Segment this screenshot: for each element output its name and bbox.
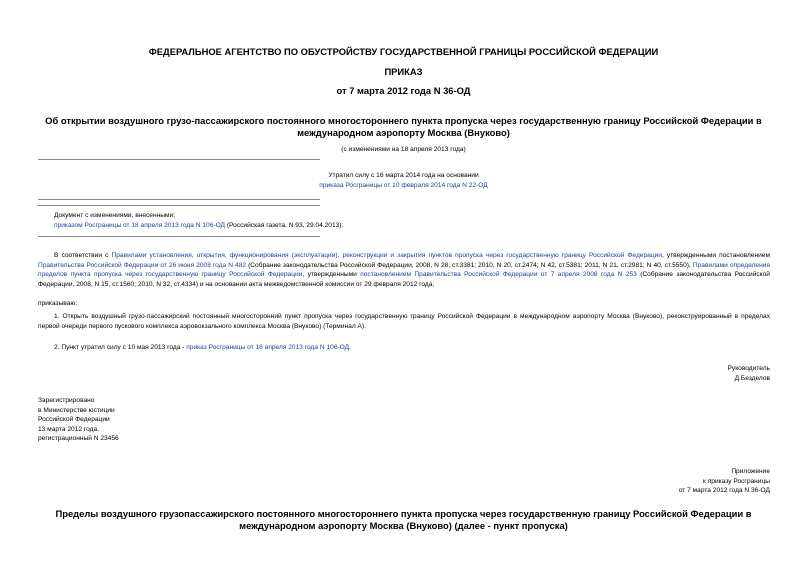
divider <box>38 236 320 237</box>
order-item-2-end: . <box>349 344 351 351</box>
appendix-title-line1: Пределы воздушного грузопассажирского постоянного многостороннего пункта пропуска через государственную границу Российской Федерации в <box>55 508 752 519</box>
preamble-text: , утвержденными постановлением <box>661 252 770 259</box>
appendix-title <box>0 508 807 532</box>
doc-title <box>0 115 807 139</box>
signature-position: Руководитель <box>727 365 770 372</box>
amendments-note: (с изменениями на 18 апреля 2013 года) <box>341 146 466 153</box>
doc-title-line2: международном аэропорту Москва (Внуково) <box>297 127 510 138</box>
agency-heading: ФЕДЕРАЛЬНОЕ АГЕНТСТВО ПО ОБУСТРОЙСТВУ ГОСУДАРСТВЕННОЙ ГРАНИЦЫ РОССИЙСКОЙ ФЕДЕРАЦИИ <box>148 46 659 57</box>
registration-line: 13 марта 2012 года, <box>38 425 99 433</box>
changes-label: Документ с изменениями, внесенными: <box>54 212 176 219</box>
divider <box>38 205 320 206</box>
signature-name: Д.Безделов <box>734 375 770 382</box>
preamble-text: (Собрание законодательства Российской Федерации, 2008, N 28, ст.3381; 2010, N 20, ст.2474; N 42, ст.5381; 2011, N 21, ст.2981; N 40, ст.5550), <box>246 261 693 269</box>
order-item-2 <box>54 343 770 353</box>
preamble-link-gov-253[interactable]: постановлением Правительства Российской Федерации от 7 апреля 2008 года N 253 <box>360 271 637 279</box>
registration-line: в Министерстве юстиции <box>38 406 115 414</box>
preamble-link-rules[interactable]: Правилами установления, открытия, функционирования (эксплуатации), реконструкции и закрытия пунктов пропуска через государственную границу Российской Федерации <box>111 252 662 259</box>
preamble-paragraph <box>38 251 770 289</box>
changes-link[interactable]: приказом Росграницы от 18 апреля 2013 года N 106-ОД <box>54 222 226 229</box>
preamble-link-gov-482[interactable]: Правительства Российской Федерации от 26 июня 2008 года N 482 <box>38 261 247 269</box>
doc-type: ПРИКАЗ <box>384 66 423 77</box>
order-item-2-text: 2. Пункт утратил силу с 10 мая 2013 года - <box>54 344 187 351</box>
expired-status: Утратил силу с 16 марта 2014 года на основании <box>328 172 479 179</box>
doc-date-number: от 7 марта 2012 года N 36-ОД <box>336 85 471 96</box>
doc-title-line1: Об открытии воздушного грузо-пассажирского постоянного многостороннего пункта пропуска через государственную границу Российской Федерации в <box>45 115 762 126</box>
expired-link-line <box>0 181 807 191</box>
registration-line: регистрационный N 23456 <box>38 435 119 443</box>
preamble-text: В соответствии с <box>54 252 112 259</box>
appendix-line: Приложение <box>731 468 770 475</box>
appendix-block <box>500 467 770 496</box>
changes-source: (Российская газета, N 93, 29.04.2013). <box>225 222 344 229</box>
order-item-2-link[interactable]: приказ Росграницы от 18 апреля 2013 года N 106-ОД <box>186 344 350 351</box>
divider <box>38 159 320 160</box>
registration-line: Зарегистрировано <box>38 397 95 404</box>
changes-line <box>54 221 754 231</box>
preamble-text: (Собрание законодательства Российской Федерации, 2008, N 15, ст.1560; 2010, N 32, ст.4334) и на основании акта межведомственной комиссии от 29 февраля 2012 года, <box>38 271 770 288</box>
order-label: приказываю: <box>38 300 78 307</box>
preamble-text: , утвержденными <box>302 271 361 279</box>
divider <box>38 199 320 200</box>
appendix-title-line2: международном аэропорту Москва (Внуково) (далее - пункт пропуска) <box>239 520 568 531</box>
appendix-line: от 7 марта 2012 года N 36-ОД <box>678 487 770 495</box>
registration-block <box>38 396 338 444</box>
order-item-1: 1. Открыть воздушный грузо-пассажирский постоянный многосторонний пункт пропуска через государственную границу Российской Федерации в международном аэропорту Москва (Внуково), реконструированный в пределах первой очереди первого пускового комплекса аэровокзального комплекса Москва (Внуково) (Терминал А). <box>38 313 770 330</box>
registration-line: Российской Федерации <box>38 416 110 424</box>
expired-link[interactable]: приказа Росграницы от 10 февраля 2014 года N 22-ОД <box>319 182 488 189</box>
appendix-line: к приказу Росграницы <box>703 477 770 485</box>
preamble-link-limits-rules[interactable]: Правилами определения пределов пункта пропуска через государственную границу Российской Федерации <box>38 261 770 279</box>
